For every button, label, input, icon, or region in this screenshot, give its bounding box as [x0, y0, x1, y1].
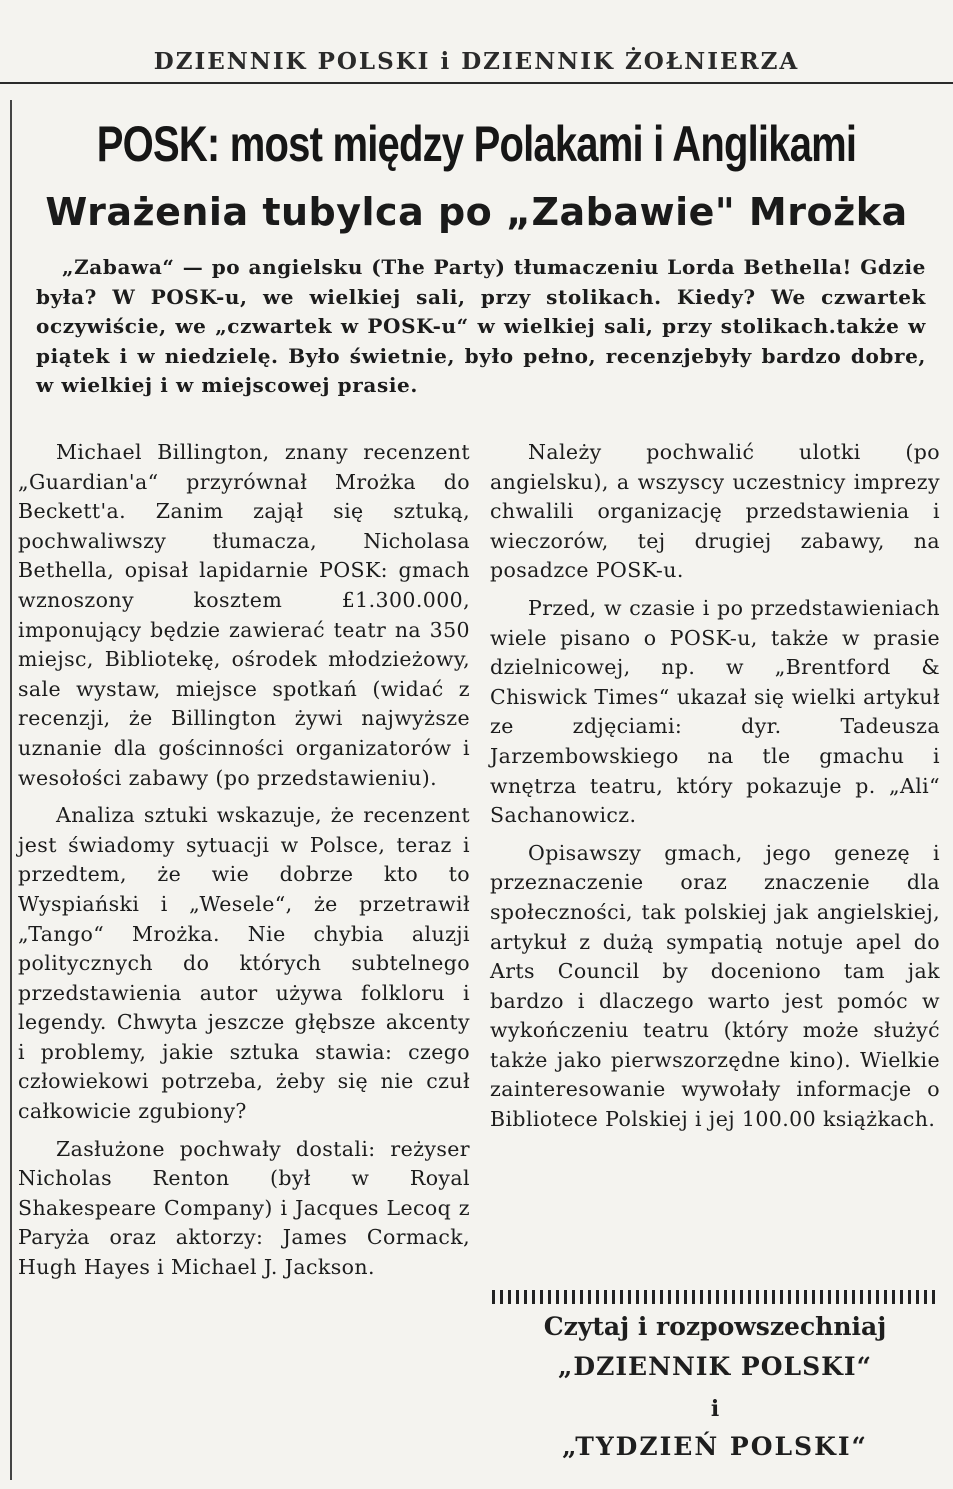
left-paragraph-1: Michael Billington, znany recenzent „Guardian'a“ przyrównał Mrożka do Beckett'a. Zanim zajął się sztuką, pochwaliwszy tłumacza, Nicholasa Bethella, opisał lapidarnie POSK: gmach wznoszony kosztem £1.300.000, imponujący będzie zawierać teatr na 350 miejsc, Bibliotekę, ośrodek młodzieżowy, sale wystaw, miejsce spotkań (widać z recenzji, że Billington żywi najwyższe uznanie dla gościnności organizatorów i wesołości zabawy (po przedstawieniu). — [18, 440, 470, 790]
right-column — [490, 438, 940, 1143]
left-column — [18, 438, 470, 1291]
article-subheadline: Wrażenia tubylca po „Zabawie" Mrożka — [45, 190, 908, 234]
article-lead: „Zabawa“ — po angielsku (The Party) tłumaczeniu Lorda Bethella! Gdzie była? W POSK-u, we wielkiej sali, przy stolikach. Kiedy? We czwartek oczywiście, we „czwartek w POSK-u“ w wielkiej sali, przy stolikach.także w piątek i w niedzielę. Było świetnie, było pełno, recenzjebyły bardzo dobre, w wielkiej i w miejscowej prasie. — [36, 255, 926, 397]
promo-line-4: „TYDZIEŃ POLSKI“ — [562, 1432, 868, 1461]
left-paragraph-2: Analiza sztuki wskazuje, że recenzent jest świadomy sytuacji w Polsce, teraz i przedtem, że wie dobrze kto to Wyspiański i „Wesele“, że przetrawił „Tango“ Mrożka. Nie chybia aluzji politycznych do których subtelnego przedstawienia autor używa folkloru i legendy. Chwyta jeszcze głębsze akcenty i problemy, jakie sztuka stawia: czego człowiekowi potrzeba, żeby się nie czuł całkowicie zgubiony? — [18, 803, 470, 1124]
column-rule — [10, 100, 12, 1480]
promo-divider — [492, 1290, 938, 1304]
article-headline: POSK: most między Polakami i Anglikami — [96, 116, 857, 172]
right-paragraph-3: Opisawszy gmach, jego genezę i przeznaczenie oraz znaczenie dla społeczności, tak polskiej jak angielskiej, artykuł z dużą sympatią notuje apel do Arts Council by doceniono tam jak bardzo i dlaczego warto jest pomóc w wykończeniu teatru (który może służyć także jako pierwszorzędne kino). Wielkie zainteresowanie wywołały informacje o Bibliotece Polskiej i jej 100.00 książkach. — [490, 840, 940, 1132]
left-paragraph-3: Zasłużone pochwały dostali: reżyser Nicholas Renton (był w Royal Shakespeare Company) i Jacques Lecoq z Paryża oraz aktorzy: James Cormack, Hugh Hayes i Michael J. Jackson. — [18, 1136, 470, 1280]
newspaper-header: DZIENNIK POLSKI i DZIENNIK ŻOŁNIERZA — [153, 48, 800, 75]
promo-line-1: Czytaj i rozpowszechniaj — [543, 1312, 887, 1341]
promo-line-3: i — [710, 1396, 720, 1422]
header-rule — [0, 82, 953, 84]
right-paragraph-2: Przed, w czasie i po przedstawieniach wiele pisano o POSK-u, także w prasie dzielnicowej, np. w „Brentford & Chiswick Times“ ukazał się wielki artykuł ze zdjęciami: dyr. Tadeusza Jarzembowskiego na tle gmachu i wnętrza teatru, który pokazuje p. „Ali“ Sachanowicz. — [490, 595, 940, 828]
right-paragraph-1: Należy pochwalić ulotki (po angielsku), a wszyscy uczestnicy imprezy chwalili organizację przedstawienia i wieczorów, tej drugiej zabawy, na posadzce POSK-u. — [490, 440, 940, 583]
promo-line-2: „DZIENNIK POLSKI“ — [558, 1352, 872, 1381]
